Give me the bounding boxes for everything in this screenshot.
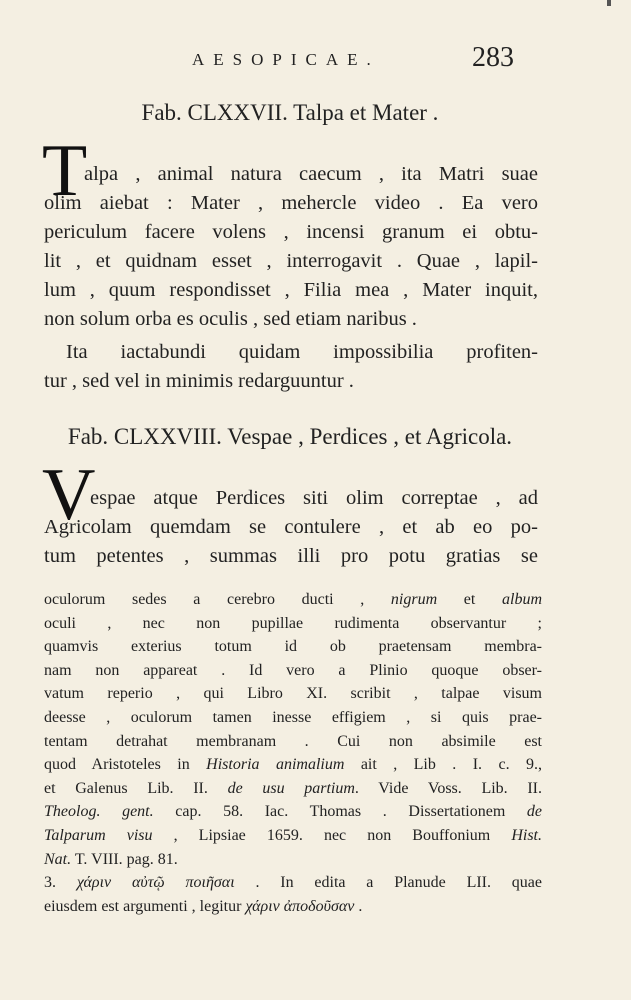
footnote-text: nam non appareat . Id vero a Plinio quoque obser- [44,661,542,679]
fable-178-title: Fab. CLXXVIII. Vespae , Perdices , et Agricola. [67,424,513,449]
fable-177-moral-line: tur , sed vel in minimis redarguuntur . [44,370,354,392]
footnote-text: et [437,591,502,608]
fable-177-line: non solum orba es oculis , sed etiam naribus . [44,308,417,330]
footnote-text: 3. [44,874,77,892]
footnote-line [44,753,542,777]
fable-178-drop-cap: V [42,454,96,536]
fable-178-line: tum petentes , summas illi pro potu gratias se [44,545,538,567]
fable-177-moral [44,338,538,396]
footnote-text: ait , Lib . I. c. 9., [344,756,543,774]
footnote-italic-text: Hist. [511,826,542,844]
fable-177-drop-cap: T [42,130,88,212]
footnote-text: , Lipsiae 1659. nec non Bouffonium [152,826,512,844]
footnote-line [44,682,542,706]
fable-178-text [44,484,538,571]
fable-177-title: Fab. CLXXVII. Talpa et Mater . [141,100,439,125]
footnote-text: quamvis exterius totum id ob praetensam membra- [44,638,542,656]
footnote-text: tentam detrahat membranam . Cui non absimile est [44,732,542,750]
page-number: 283 [472,42,514,73]
footnote-line [44,659,542,683]
page-speck [607,0,611,6]
footnote-text: . Vide Voss. Lib. II. [354,779,543,797]
footnote-italic-text: album [502,591,542,608]
footnote-text: oculorum sedes a cerebro ducti , [44,591,391,608]
footnote-line [44,848,542,872]
fable-178-line: Agricolam quemdam se contulere , et ab eo po- [44,516,538,538]
footnote-italic-text: Talparum visu [44,826,153,844]
footnote-line [44,800,542,824]
footnote-text: oculi , nec non pupillae rudimenta observantur ; [44,614,542,632]
footnote-line [44,588,542,612]
footnote-text: . In edita a Planude LII. quae [234,874,543,892]
footnotes [44,588,542,918]
page-header [44,40,514,74]
fable-177-line: olim aiebat : Mater , mehercle video . Ea vero [44,192,538,214]
fable-177-text [44,160,538,334]
footnote-italic-text: χάριν ἀποδοῦσαν [245,897,355,915]
fable-177-moral-line: Ita iactabundi quidam impossibilia profiten- [66,341,538,363]
footnote-line [44,730,542,754]
footnote-text: cap. 58. Iac. Thomas . Dissertationem [153,803,527,821]
footnote-text: T. VIII. pag. 81. [71,850,178,868]
footnote-line [44,895,542,919]
footnote-line [44,777,542,801]
fable-177-line: lum , quum respondisset , Filia mea , Mater inquit, [44,279,538,301]
footnote-text: deesse , oculorum tamen inesse effigiem , si quis prae- [44,708,542,726]
footnote-text: et Galenus Lib. II. [44,779,228,797]
footnote-text: . [354,897,363,915]
footnote-text: quod Aristoteles in [44,756,207,774]
footnote-line [44,612,542,636]
fable-177-line: periculum facere volens , incensi granum ei obtu- [44,221,538,243]
footnote-italic-text: de usu partium [227,779,355,797]
footnote-text: eiusdem est argumenti , legitur [44,897,246,915]
footnote-italic-text: Historia animalium [206,756,345,774]
footnote-italic-text: nigrum [390,591,438,608]
footnote-text: vatum reperio , qui Libro XI. scribit , talpae visum [44,685,542,703]
footnote-line [44,635,542,659]
footnote-italic-text: Nat. [44,850,72,868]
footnote-italic-text: de [526,803,542,821]
footnote-line [44,871,542,895]
footnote-italic-text: χάριν αὐτῷ ποιῆσαι [76,874,235,892]
footnote-line [44,824,542,848]
fable-177-line: lit , et quidnam esset , interrogavit . Quae , lapil- [44,250,538,272]
footnote-line [44,706,542,730]
running-title: AESOPICAE. [192,50,380,69]
fable-178-line: espae atque Perdices siti olim correptae , ad [90,487,538,509]
footnote-italic-text: Theolog. gent. [44,803,154,821]
fable-177-line: alpa , animal natura caecum , ita Matri suae [84,163,538,185]
